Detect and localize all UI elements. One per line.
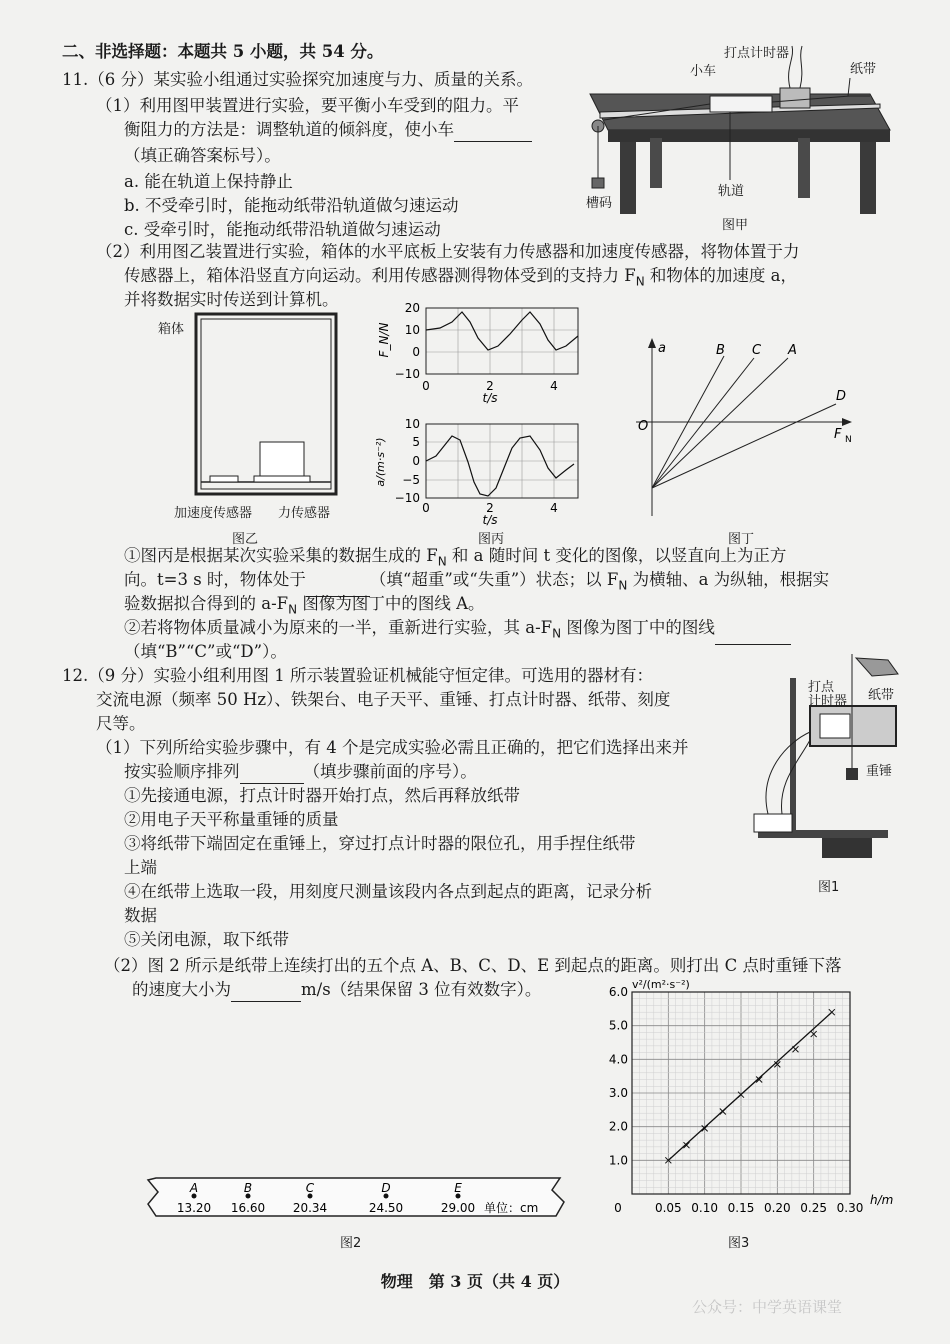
line-D xyxy=(652,404,836,488)
top-xlabel: t/s xyxy=(482,391,498,404)
fig3-caption: 图3 xyxy=(728,1236,750,1251)
tape-label-E: E xyxy=(454,1181,462,1195)
fig-ding-drawing xyxy=(630,336,860,526)
top-ylabel: F_N/N xyxy=(377,322,391,358)
q12-p2-line2: 的速度大小为 m/s（结果保留 3 位有效数字）。 xyxy=(132,978,541,1002)
bot-ytick-5: 5 xyxy=(412,435,420,449)
bot-ytick-m5: −5 xyxy=(402,473,420,487)
q12-blank-2[interactable] xyxy=(231,981,301,1002)
q11-s1-line2: 向。t=3 s 时，物体处于 （填“超重”或“失重”）状态；以 $F_N$ 为横轴、a 为纵轴，根据实 xyxy=(124,568,829,597)
tape-label-A: A xyxy=(189,1181,199,1195)
bot-xtick-0: 0 xyxy=(422,501,430,515)
top-ytick-10: 10 xyxy=(404,323,420,337)
fig-yi-caption: 图乙 xyxy=(232,532,259,547)
top-xtick-2: 2 xyxy=(486,379,494,393)
fig-yi-label-force: 力传感器 xyxy=(278,506,331,521)
q11-p1-line3: （填正确答案标号）。 xyxy=(124,146,281,165)
chart-xtick-4: 0.20 xyxy=(763,1201,791,1215)
bot-ytick-0: 0 xyxy=(412,454,420,468)
q12-p1-line1: （1）下列所给实验步骤中，有 4 个是完成实验必需且正确的，把它们选择出来并 xyxy=(96,738,689,757)
fig3-chart xyxy=(592,980,908,1248)
tape-dist-C: 20.34 xyxy=(292,1201,328,1215)
fig2-caption: 图2 xyxy=(340,1236,362,1251)
chart-ytick-2: 3.0 xyxy=(608,1086,628,1100)
top-xtick-4: 4 xyxy=(550,379,558,393)
q12-p1-line2: 按实验顺序排列 （填步骤前面的序号）。 xyxy=(124,760,477,784)
label-B: B xyxy=(716,343,725,358)
q12-step2: ②用电子天平称量重锤的质量 xyxy=(124,810,339,829)
q11-s2-line2: （填“B”“C”或“D”）。 xyxy=(124,642,287,661)
fig1-label-tape: 纸带 xyxy=(868,688,895,703)
q12-stem-line1: 12.（9 分）实验小组利用图 1 所示装置验证机械能守恒定律。可选用的器材有： xyxy=(62,666,653,685)
bot-xlabel: t/s xyxy=(482,513,498,527)
fig1-label-weight: 重锤 xyxy=(866,764,893,779)
tape-label-D: D xyxy=(381,1181,391,1195)
q11-blank-3[interactable] xyxy=(715,624,791,645)
chart-xtick-5: 0.25 xyxy=(800,1201,828,1215)
q12-step5: ⑤关闭电源，取下纸带 xyxy=(124,930,289,949)
fig2-tape xyxy=(140,1170,570,1226)
chart-ytick-3: 4.0 xyxy=(608,1052,628,1067)
fig-bing-caption: 图丙 xyxy=(478,532,505,547)
chart-ytick-1: 2.0 xyxy=(608,1119,628,1134)
top-ytick-20: 20 xyxy=(404,301,420,315)
origin-O: O xyxy=(638,419,649,434)
q11-option-b: b. 不受牵引时，能拖动纸带沿轨道做匀速运动 xyxy=(124,196,459,215)
chart-xtick-6: 0.30 xyxy=(836,1201,864,1215)
bot-xtick-2: 2 xyxy=(486,501,494,515)
data-point-7 xyxy=(793,1046,799,1052)
tape-dist-E: 29.00 xyxy=(440,1201,476,1215)
chart-xtick-1: 0.05 xyxy=(654,1201,682,1215)
q11-option-c: c. 受牵引时，能拖动纸带沿轨道做匀速运动 xyxy=(124,220,441,239)
axis-F: F xyxy=(834,427,842,442)
top-ytick-0: 0 xyxy=(412,345,420,359)
label-D: D xyxy=(836,389,847,404)
line-A xyxy=(652,358,788,488)
q11-s1-line3: 验数据拟合得到的 $a-F_N$ 图像为图丁中的图线 A。 xyxy=(124,594,485,617)
q12-p2-line1: （2）图 2 所示是纸带上连续打出的五个点 A、B、C、D、E 到起点的距离。则打出 C 点时重锤下落 xyxy=(104,956,842,975)
q12-step4a: ④在纸带上选取一段，用刻度尺测量该段内各点到起点的距离，记录分析 xyxy=(124,882,652,901)
fig-jia-caption: 图甲 xyxy=(722,218,749,233)
q11-s1-line1: ①图丙是根据某次实验采集的数据生成的 $F_N$ 和 a 随时间 t 变化的图像，以竖直向上为正方 xyxy=(124,546,787,569)
q11-p1-line2: 衡阻力的方法是：调整轨道的倾斜度，使小车 xyxy=(124,118,532,142)
fig-yi-label-box: 箱体 xyxy=(158,322,185,337)
q11-stem: 11.（6 分）某实验小组通过实验探究加速度与力、质量的关系。 xyxy=(62,70,533,89)
q11-s2-line1: ②若将物体质量减小为原来的一半，重新进行实验，其 $a-F_N$ 图像为图丁中的图线 xyxy=(124,616,791,645)
fig1-label-timer2: 计时器 xyxy=(808,694,848,709)
label-A: A xyxy=(788,343,797,358)
tape-unit: 单位：cm xyxy=(484,1201,539,1215)
fig-ding-caption: 图丁 xyxy=(728,532,755,547)
bot-ylabel: a/(m·s⁻²) xyxy=(374,437,387,487)
chart-ytick-4: 5.0 xyxy=(608,1018,628,1033)
q12-stem-line3: 尺等。 xyxy=(96,714,146,733)
q11-p2-line3: 并将数据实时传送到计算机。 xyxy=(124,290,339,309)
tape-label-B: B xyxy=(243,1181,253,1195)
q11-p2-line1: （2）利用图乙装置进行实验，箱体的水平底板上安装有力传感器和加速度传感器，将物体置于力 xyxy=(96,242,800,261)
chart-xlabel: h/m xyxy=(870,1193,894,1207)
fig1-caption: 图1 xyxy=(818,880,840,895)
top-xtick-0: 0 xyxy=(422,379,430,393)
fig-yi-drawing xyxy=(192,310,342,500)
axis-a: a xyxy=(658,341,666,356)
data-point-3 xyxy=(720,1109,726,1115)
bot-ytick-m10: −10 xyxy=(394,491,420,505)
section-title: 二、非选择题：本题共 5 小题，共 54 分。 xyxy=(62,42,384,61)
bot-xtick-4: 4 xyxy=(550,501,558,515)
fig1-label-timer1: 打点 xyxy=(808,680,835,695)
q11-blank-1[interactable] xyxy=(454,121,532,142)
fig-jia-label-timer: 打点计时器 xyxy=(724,46,790,61)
q11-p1-line1: （1）利用图甲装置进行实验，要平衡小车受到的阻力。平 xyxy=(96,96,519,115)
tape-dist-B: 16.60 xyxy=(230,1201,266,1215)
tape-dist-A: 13.20 xyxy=(176,1201,212,1215)
q12-stem-line2: 交流电源（频率 50 Hz）、铁架台、电子天平、重锤、打点计时器、纸带、刻度 xyxy=(96,690,671,709)
chart-grid xyxy=(632,992,850,1194)
q12-step1: ①先接通电源，打点计时器开始打点，然后再释放纸带 xyxy=(124,786,520,805)
tape-dist-D: 24.50 xyxy=(368,1201,404,1215)
chart-ytick-5: 6.0 xyxy=(608,985,628,999)
q11-p2-line2: 传感器上，箱体沿竖直方向运动。利用传感器测得物体受到的支持力 $F_N$ 和物体的加速度 a， xyxy=(124,266,798,289)
chart-ytick-0: 1.0 xyxy=(608,1153,628,1168)
fig-jia-label-weight: 槽码 xyxy=(586,196,613,211)
fig-yi-label-acc: 加速度传感器 xyxy=(174,506,253,521)
q11-option-a: a. 能在轨道上保持静止 xyxy=(124,172,293,191)
bot-ytick-10: 10 xyxy=(404,418,420,431)
chart-xtick-3: 0.15 xyxy=(727,1201,755,1215)
chart-xtick-2: 0.10 xyxy=(691,1201,719,1215)
chart-xtick-0: 0 xyxy=(614,1201,622,1215)
fig-jia-label-track: 轨道 xyxy=(718,184,745,199)
watermark: 公众号：中学英语课堂 xyxy=(692,1298,843,1316)
axis-F-sub: N xyxy=(845,435,852,445)
q12-blank-1[interactable] xyxy=(240,763,304,784)
q12-step3a: ③将纸带下端固定在重锤上，穿过打点计时器的限位孔，用手捏住纸带 xyxy=(124,834,636,853)
label-C: C xyxy=(752,343,762,358)
line-C xyxy=(652,358,754,488)
q12-step3b: 上端 xyxy=(124,858,157,877)
fig-jia-label-car: 小车 xyxy=(690,64,717,79)
chart-ylabel: v²/(m²·s⁻²) xyxy=(632,980,690,991)
fig-bing-bottom xyxy=(370,418,586,528)
fig-bing-top xyxy=(370,300,586,404)
top-ytick-m10: −10 xyxy=(394,367,420,381)
q12-step4b: 数据 xyxy=(124,906,157,925)
tape-label-C: C xyxy=(305,1181,315,1195)
fig-jia-label-tape: 纸带 xyxy=(850,62,877,77)
page-footer: 物理 第 3 页（共 4 页） xyxy=(380,1272,570,1291)
